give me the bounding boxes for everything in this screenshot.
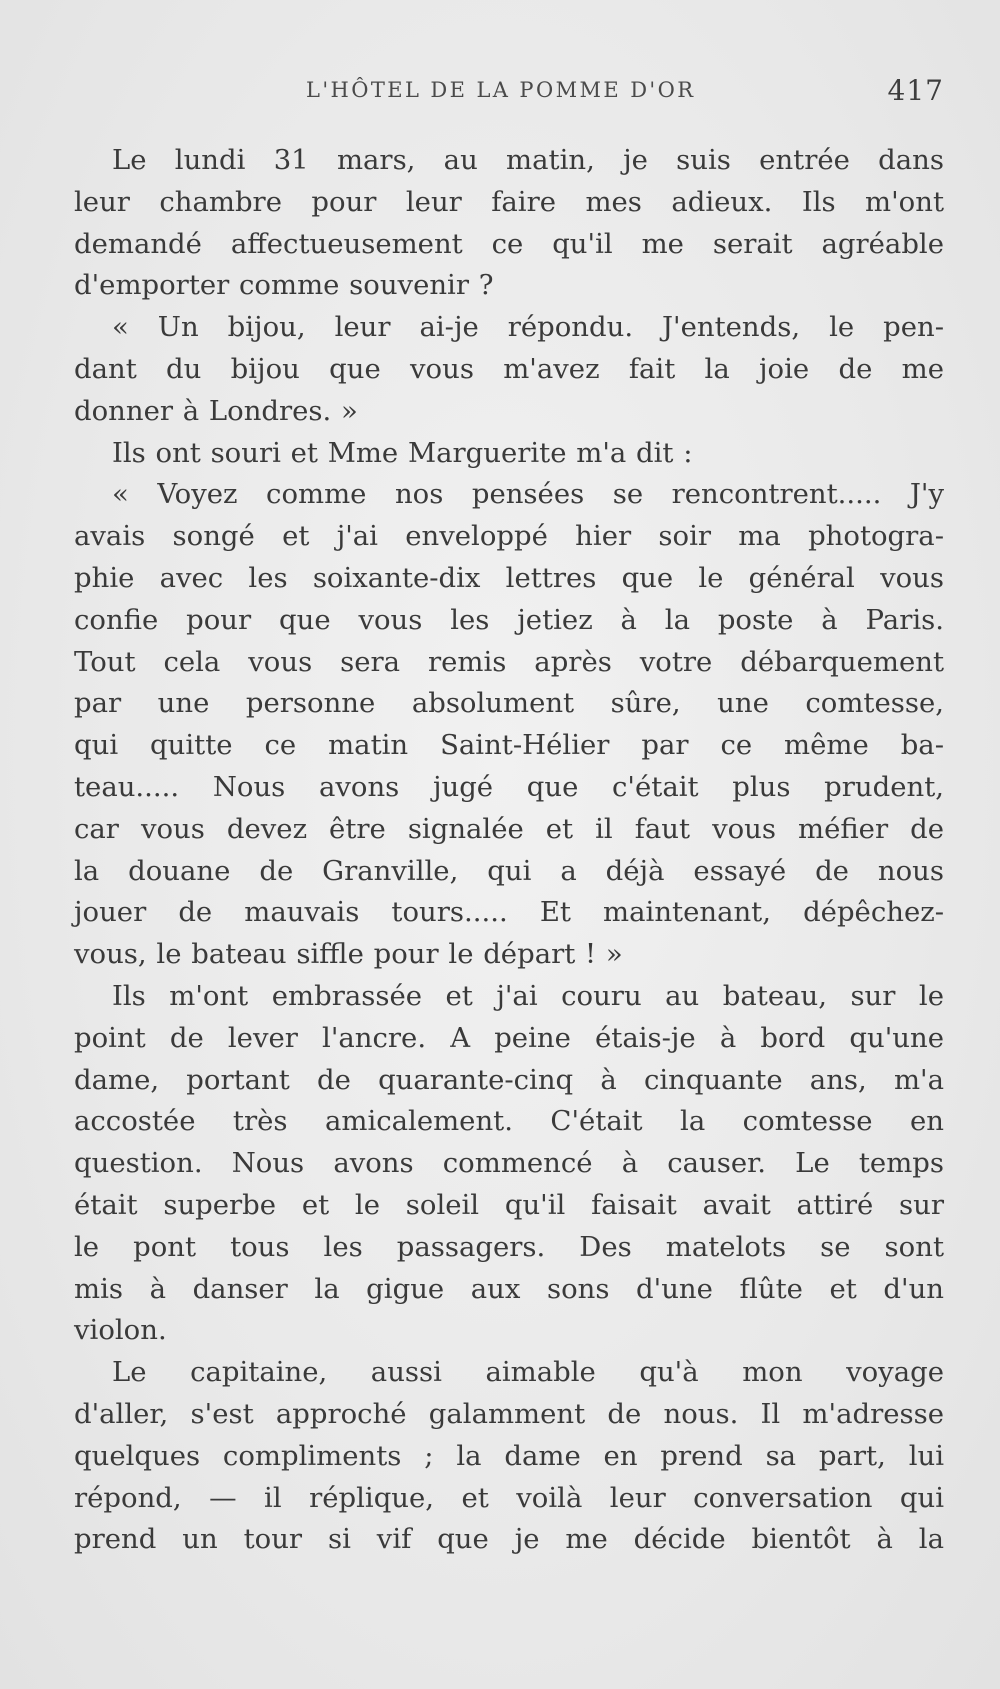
text-line: confie pour que vous les jetiez à la poste à Paris. bbox=[74, 603, 944, 636]
text-line: accostée très amicalement. C'était la comtesse en bbox=[74, 1105, 944, 1138]
text-line: point de lever l'ancre. A peine étais-je à bord qu'une bbox=[74, 1021, 944, 1054]
text-line: prend un tour si vif que je me décide bientôt à la bbox=[74, 1523, 944, 1556]
text-line: jouer de mauvais tours..... Et maintenant, dépêchez- bbox=[74, 896, 944, 929]
text-line: donner à Londres. » bbox=[74, 394, 358, 427]
text-line: Le capitaine, aussi aimable qu'à mon voyage bbox=[112, 1356, 944, 1389]
text-line: question. Nous avons commencé à causer. Le temps bbox=[74, 1147, 944, 1180]
text-line: d'aller, s'est approché galamment de nous. Il m'adresse bbox=[74, 1397, 944, 1430]
text-line: Tout cela vous sera remis après votre débarquement bbox=[74, 645, 944, 678]
text-line: dant du bijou que vous m'avez fait la joie de me bbox=[74, 352, 944, 385]
text-line: était superbe et le soleil qu'il faisait avait attiré sur bbox=[74, 1188, 944, 1221]
text-line: la douane de Granville, qui a déjà essayé de nous bbox=[74, 854, 944, 887]
text-line: répond, — il réplique, et voilà leur conversation qui bbox=[74, 1481, 944, 1514]
text-line: qui quitte ce matin Saint-Hélier par ce même ba- bbox=[74, 729, 944, 762]
text-line: phie avec les soixante-dix lettres que le général vous bbox=[74, 561, 944, 594]
text-line: vous, le bateau siffle pour le départ ! » bbox=[74, 938, 623, 971]
running-head: L'HÔTEL DE LA POMME D'OR bbox=[306, 78, 696, 102]
text-line: « Un bijou, leur ai-je répondu. J'entends, le pen- bbox=[112, 311, 944, 344]
text-line: le pont tous les passagers. Des matelots se sont bbox=[74, 1230, 944, 1263]
text-line: teau..... Nous avons jugé que c'était plus prudent, bbox=[74, 770, 944, 803]
text-line: car vous devez être signalée et il faut vous méfier de bbox=[74, 812, 944, 845]
text-line: violon. bbox=[74, 1314, 167, 1347]
body-text bbox=[74, 140, 944, 1561]
text-line: leur chambre pour leur faire mes adieux. Ils m'ont bbox=[74, 185, 944, 218]
text-line: dame, portant de quarante-cinq à cinquante ans, m'a bbox=[74, 1063, 944, 1096]
text-line: demandé affectueusement ce qu'il me serait agréable bbox=[74, 227, 944, 260]
text-line: avais songé et j'ai enveloppé hier soir ma photogra- bbox=[74, 520, 944, 553]
text-line: quelques compliments ; la dame en prend sa part, lui bbox=[74, 1439, 944, 1472]
text-line: mis à danser la gigue aux sons d'une flûte et d'un bbox=[74, 1272, 944, 1305]
page-header bbox=[74, 74, 944, 112]
page-number: 417 bbox=[887, 74, 944, 107]
text-line: Ils ont souri et Mme Marguerite m'a dit : bbox=[112, 436, 693, 469]
text-line: par une personne absolument sûre, une comtesse, bbox=[74, 687, 944, 720]
text-line: Ils m'ont embrassée et j'ai couru au bateau, sur le bbox=[112, 979, 944, 1012]
text-line: Le lundi 31 mars, au matin, je suis entrée dans bbox=[112, 144, 944, 176]
text-line: d'emporter comme souvenir ? bbox=[74, 269, 494, 302]
text-line: « Voyez comme nos pensées se rencontrent..... J'y bbox=[112, 478, 944, 511]
